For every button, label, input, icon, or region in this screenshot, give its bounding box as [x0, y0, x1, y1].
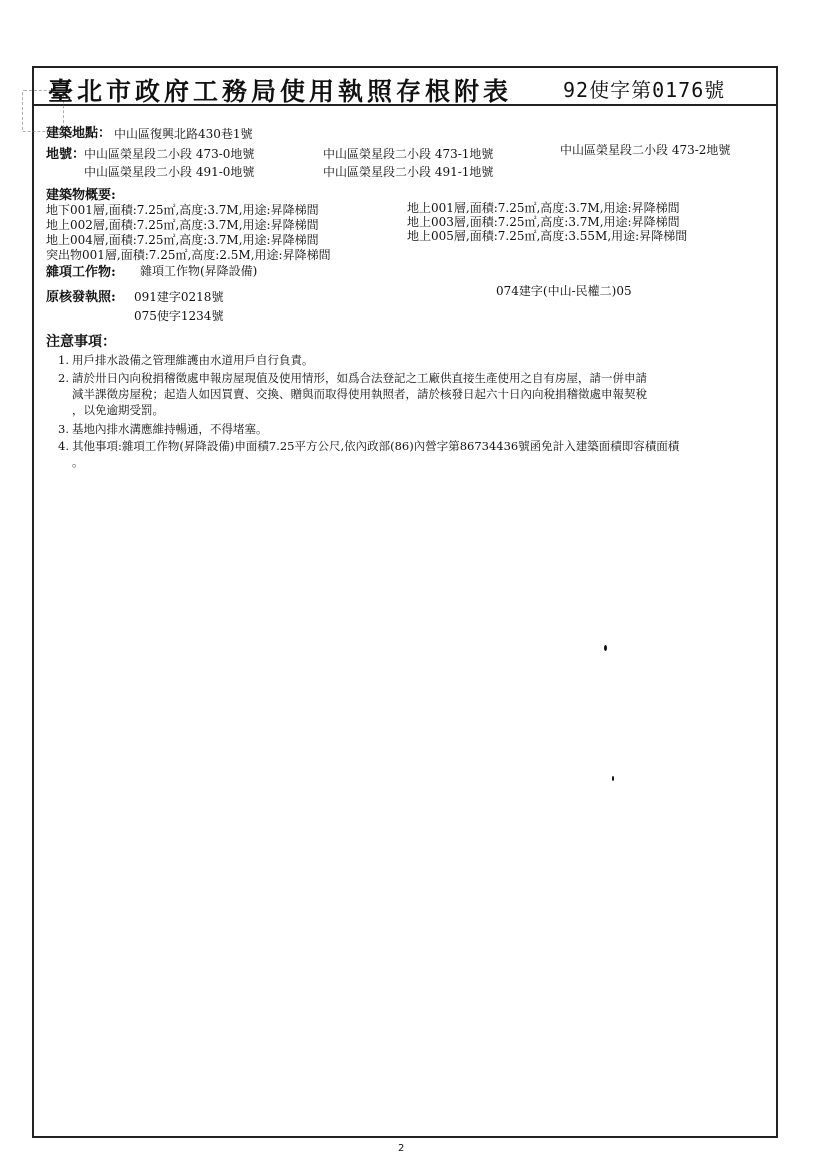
note-item	[58, 370, 770, 418]
lot-item: 中山區榮星段二小段 473-2地號	[560, 143, 731, 157]
original-license-label: 原核發執照:	[46, 290, 116, 305]
note-item	[58, 352, 770, 368]
floor-entry: 地上001層,面積:7.25㎡,高度:3.7M,用途:昇降梯間	[407, 201, 680, 215]
note-text: 基地內排水溝應維持暢通，不得堵塞。	[72, 422, 268, 436]
location-label: 建築地點：	[46, 126, 112, 141]
notes-label: 注意事項：	[46, 334, 116, 350]
page-number: 2	[398, 1143, 405, 1154]
floor-entry: 地下001層,面積:7.25㎡,高度:3.7M,用途:昇降梯間	[46, 203, 319, 217]
original-license-item: 074建字(中山-民權二)05	[496, 284, 632, 298]
lot-item: 中山區榮星段二小段 491-0地號	[84, 165, 255, 179]
floor-entry: 地上004層,面積:7.25㎡,高度:3.7M,用途:昇降梯間	[46, 233, 319, 247]
note-number: 3.	[58, 422, 69, 436]
floor-entry: 地上002層,面積:7.25㎡,高度:3.7M,用途:昇降梯間	[46, 218, 319, 232]
scan-speck	[612, 776, 614, 781]
original-license-item: 075使字1234號	[134, 309, 224, 323]
scan-speck	[604, 645, 607, 651]
note-text: 。	[72, 455, 84, 469]
note-item	[58, 438, 770, 470]
overview-label: 建築物概要:	[46, 188, 116, 203]
note-text: 減半課徵房屋稅；起造人如因買賣、交換、贈與而取得使用執照者，請於核發日起六十日內向稅捐稽徵處申報契稅	[72, 387, 647, 401]
note-number: 4.	[58, 439, 69, 453]
misc-work-label: 雜項工作物:	[46, 265, 116, 280]
note-text: 請於卅日內向稅捐稽徵處申報房屋現值及使用情形，如爲合法登記之工廠供直接生產使用之自有房屋，請一併申請	[72, 371, 647, 385]
document-title: 臺北市政府工務局使用執照存根附表	[48, 77, 513, 106]
location-value: 中山區復興北路430巷1號	[114, 127, 253, 141]
lot-item: 中山區榮星段二小段 491-1地號	[323, 165, 494, 179]
note-text: 其他事項:雜項工作物(昇降設備)申面積7.25平方公尺,依內政部(86)內營字第86734436號函免計入建築面積即容積面積	[72, 439, 680, 453]
lot-item: 中山區榮星段二小段 473-0地號	[84, 147, 255, 161]
lots-label: 地號：	[46, 147, 86, 162]
floor-entry: 突出物001層,面積:7.25㎡,高度:2.5M,用途:昇降梯間	[46, 248, 331, 262]
note-text: ，以免逾期受罰。	[72, 403, 164, 417]
original-license-item: 091建字0218號	[134, 290, 224, 304]
lot-item: 中山區榮星段二小段 473-1地號	[323, 147, 494, 161]
floor-entry: 地上005層,面積:7.25㎡,高度:3.55M,用途:昇降梯間	[407, 229, 688, 243]
note-text: 用戶排水設備之管理維護由水道用戶自行負責。	[72, 353, 314, 367]
misc-work-value: 雜項工作物(昇降設備)	[140, 264, 258, 278]
note-number: 1.	[58, 353, 69, 367]
floor-entry: 地上003層,面積:7.25㎡,高度:3.7M,用途:昇降梯間	[407, 215, 680, 229]
license-number: 92使字第0176號	[563, 78, 726, 102]
note-item	[58, 421, 770, 437]
note-number: 2.	[58, 371, 69, 385]
